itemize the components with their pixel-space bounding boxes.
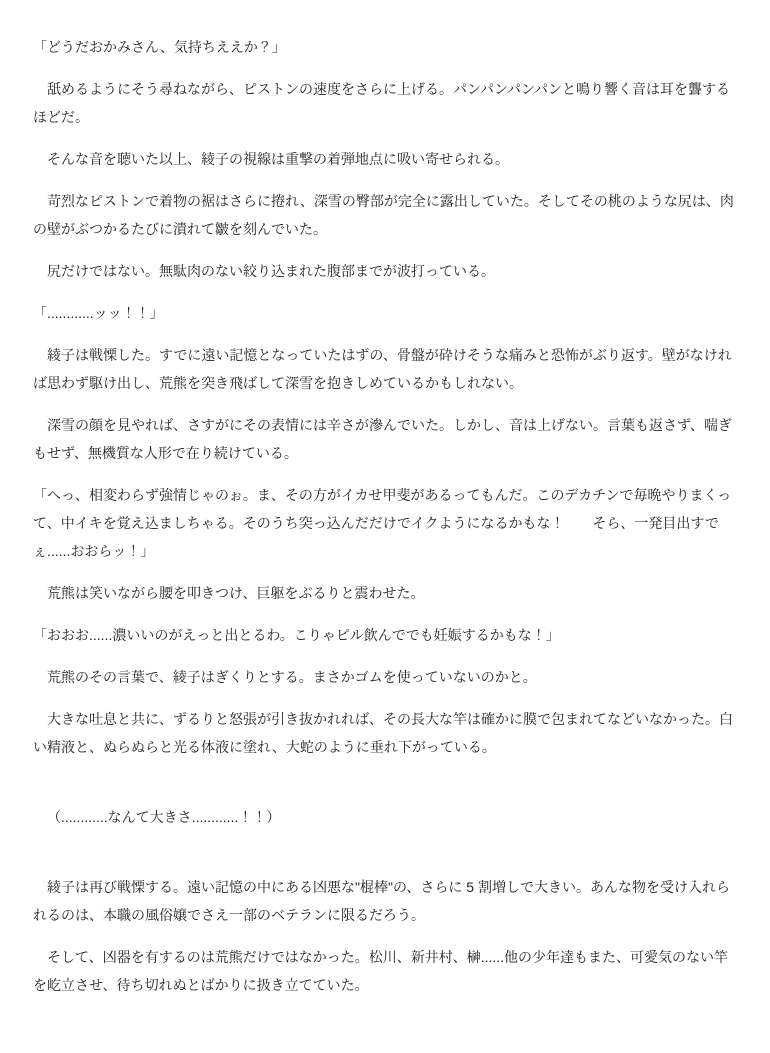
blank-line — [33, 775, 736, 789]
paragraph: 大きな吐息と共に、ずるりと怒張が引き抜かれれば、その長大な竿は確かに膜で包まれてなどいなかった。白い精液と、ぬらぬらと光る体液に塗れ、大蛇のように垂れ下がっている。 — [33, 711, 733, 755]
paragraph: 綾子は再び戦慄する。遠い記憶の中にある凶悪な"棍棒"の、さらに 5 割増しで大きい。あんな物を受け入れられるのは、本職の風俗嬢でさえ一部のベテランに限るだろう。 — [33, 879, 730, 923]
paragraph: 深雪の顔を見やれば、さすがにその表情には辛さが滲んでいた。しかし、音は上げない。言葉も返さず、喘ぎもせず、無機質な人形で在り続けている。 — [33, 417, 732, 461]
paragraph: 舐めるようにそう尋ねながら、ピストンの速度をさらに上げる。パンパンパンパンと鳴り響く音は耳を聾するほどだ。 — [33, 81, 731, 125]
paragraph: 荒熊のその言葉で、綾子はぎくりとする。まさかゴムを使っていないのかと。 — [47, 669, 537, 685]
paragraph: 「へっ、相変わらず強情じゃのぉ。ま、その方がイカせ甲斐があるってもんだ。このデカチンで毎晩やりまくって、中イキを覚え込ましちゃる。そのうち突っ込んだだけでイクようになるかもな！ そら、一発目出すでぇ......おおらッ！」 — [33, 487, 732, 559]
paragraph: そして、凶器を有するのは荒熊だけではなかった。松川、新井村、榊......他の少年達もまた、可愛気のない竿を屹立させ、待ち切れぬとばかりに扱き立てていた。 — [33, 949, 729, 993]
paragraph: 荒熊は笑いながら腰を叩きつけ、巨躯をぶるりと震わせた。 — [47, 585, 425, 601]
paragraph: そんな音を聴いた以上、綾子の視線は重撃の着弾地点に吸い寄せられる。 — [47, 151, 509, 167]
paragraph: 「おおお......濃いいのがえっと出とるわ。こりゃピル飲んででも妊娠するかもな！」 — [33, 627, 560, 643]
paragraph: （............なんて大きさ............！！） — [47, 809, 281, 825]
blank-line — [33, 845, 736, 859]
document-body — [33, 33, 736, 999]
paragraph: 「どうだおかみさん、気持ちええか？」 — [33, 39, 286, 55]
paragraph: 苛烈なピストンで着物の裾はさらに捲れ、深雪の臀部が完全に露出していた。そしてその桃のような尻は、肉の壁がぶつかるたびに潰れて皺を刻んでいた。 — [33, 193, 734, 237]
paragraph: 綾子は戦慄した。すでに遠い記憶となっていたはずの、骨盤が砕けそうな痛みと恐怖がぶり返す。壁がなければ思わず駆け出し、荒熊を突き飛ばして深雪を抱きしめているかもしれない。 — [33, 347, 732, 391]
paragraph: 尻だけではない。無駄肉のない絞り込まれた腹部までが波打っている。 — [47, 263, 495, 279]
paragraph: 「............ッッ！！」 — [33, 305, 164, 321]
